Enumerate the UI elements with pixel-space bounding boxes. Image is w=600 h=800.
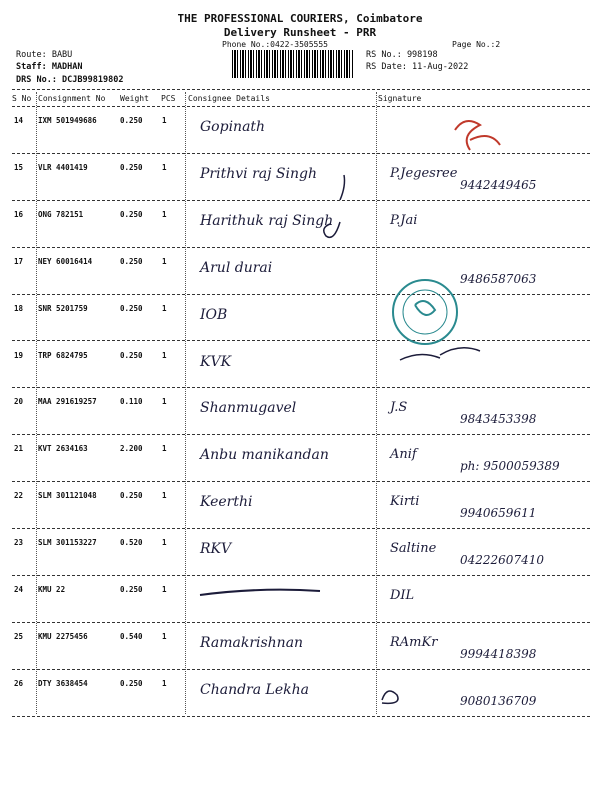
col-pcs: PCS bbox=[161, 94, 176, 103]
row-phone-note: 9080136709 bbox=[460, 693, 537, 708]
row-pcs: 1 bbox=[162, 397, 167, 407]
row-phone-note: ph: 9500059389 bbox=[460, 459, 560, 474]
row-consignment: NEY 60016414 bbox=[38, 256, 93, 266]
row-pcs: 1 bbox=[162, 585, 167, 594]
row-weight: 0.110 bbox=[120, 397, 143, 407]
rs-number: RS No.: 998198 bbox=[366, 50, 438, 60]
row-sno: 14 bbox=[14, 116, 24, 125]
row-pcs: 1 bbox=[162, 491, 167, 501]
table-row bbox=[0, 248, 600, 295]
row-pcs: 1 bbox=[162, 162, 167, 172]
row-pcs: 1 bbox=[162, 350, 167, 360]
row-weight: 0.250 bbox=[120, 491, 143, 501]
row-phone-note: 9994418398 bbox=[460, 646, 537, 661]
row-weight: 0.540 bbox=[120, 631, 143, 641]
row-signature: P.Jegesree bbox=[390, 165, 458, 181]
row-signature: Anif bbox=[390, 447, 417, 463]
row-consignee-handwritten: Keerthi bbox=[200, 494, 253, 511]
row-consignee-handwritten: Prithvi raj Singh bbox=[200, 165, 317, 182]
row-consignee-handwritten: RKV bbox=[200, 541, 232, 558]
row-consignee-handwritten: Arul durai bbox=[200, 259, 273, 276]
table-row bbox=[0, 201, 600, 248]
company-name: THE PROFESSIONAL COURIERS, Coimbatore bbox=[177, 12, 423, 25]
row-consignee-handwritten: Gopinath bbox=[200, 119, 266, 135]
row-consignment: SNR 5201759 bbox=[38, 303, 88, 313]
row-weight: 2.200 bbox=[120, 444, 143, 454]
table-row bbox=[0, 342, 600, 389]
row-weight: 0.250 bbox=[120, 116, 143, 125]
row-sno: 16 bbox=[14, 209, 24, 219]
rs-date: RS Date: 11-Aug-2022 bbox=[366, 62, 469, 72]
row-consignment: SLM 301121048 bbox=[38, 491, 97, 501]
row-consignment: IXM 501949686 bbox=[38, 116, 97, 125]
row-pcs: 1 bbox=[162, 303, 167, 313]
row-consignee-handwritten: Harithuk raj Singh bbox=[200, 212, 334, 229]
row-pcs: 1 bbox=[162, 209, 167, 219]
row-consignee-handwritten: KVK bbox=[200, 353, 232, 370]
route-label: Route: BABU bbox=[16, 50, 73, 60]
document-title: Delivery Runsheet - PRR bbox=[223, 26, 377, 39]
row-consignment: ONG 782151 bbox=[38, 209, 84, 219]
row-signature: P.Jai bbox=[390, 212, 418, 228]
row-consignment: TRP 6824795 bbox=[38, 350, 88, 360]
row-signature: Kirti bbox=[390, 494, 420, 510]
row-phone-note: 9486587063 bbox=[460, 271, 537, 286]
row-consignee-handwritten: Anbu manikandan bbox=[200, 447, 329, 464]
row-signature: RAmKr bbox=[390, 634, 438, 650]
col-weight: Weight bbox=[120, 94, 149, 103]
row-signature: Saltine bbox=[390, 541, 437, 557]
row-consignment: DTY 3638454 bbox=[38, 678, 88, 688]
row-sno: 18 bbox=[14, 303, 24, 313]
row-sno: 24 bbox=[14, 585, 24, 594]
table-row bbox=[0, 295, 600, 342]
row-weight: 0.250 bbox=[120, 209, 143, 219]
phone-number: Phone No.:0422-3505555 bbox=[222, 40, 328, 49]
row-sno: 20 bbox=[14, 397, 24, 407]
row-sno: 15 bbox=[14, 162, 24, 172]
row-sno: 25 bbox=[14, 631, 24, 641]
table-row bbox=[0, 670, 600, 717]
table-row bbox=[0, 623, 600, 670]
row-sno: 23 bbox=[14, 538, 24, 548]
table-row bbox=[0, 154, 600, 201]
row-consignee-handwritten: Chandra Lekha bbox=[200, 681, 309, 698]
row-weight: 0.250 bbox=[120, 585, 143, 594]
row-consignment: KVT 2634163 bbox=[38, 444, 88, 454]
row-signature: DIL bbox=[390, 588, 415, 603]
row-pcs: 1 bbox=[162, 116, 167, 125]
page-number: Page No.:2 bbox=[452, 40, 501, 49]
row-pcs: 1 bbox=[162, 538, 167, 548]
row-sno: 21 bbox=[14, 444, 24, 454]
col-signature: Signature bbox=[378, 94, 422, 103]
header-top-rule bbox=[12, 89, 590, 90]
drs-number: DRS No.: DCJB99819802 bbox=[16, 75, 124, 85]
row-weight: 0.250 bbox=[120, 303, 143, 313]
col-consignee: Consignee Details bbox=[188, 94, 270, 103]
row-weight: 0.250 bbox=[120, 350, 143, 360]
row-sno: 22 bbox=[14, 491, 24, 501]
row-weight: 0.520 bbox=[120, 538, 143, 548]
row-phone-note: 04222607410 bbox=[460, 553, 544, 568]
row-weight: 0.250 bbox=[120, 162, 143, 172]
row-consignee-handwritten: Shanmugavel bbox=[200, 400, 297, 417]
row-weight: 0.250 bbox=[120, 678, 143, 688]
table-row bbox=[0, 107, 600, 154]
row-sno: 19 bbox=[14, 350, 24, 360]
row-consignee-handwritten: IOB bbox=[200, 306, 228, 323]
row-sno: 17 bbox=[14, 256, 24, 266]
staff-label: Staff: MADHAN bbox=[16, 62, 83, 72]
table-row bbox=[0, 388, 600, 435]
row-phone-note: 9843453398 bbox=[460, 412, 537, 427]
row-phone-note: 9442449465 bbox=[460, 177, 537, 192]
table-row bbox=[0, 529, 600, 576]
row-consignment: KMU 22 bbox=[38, 585, 66, 594]
row-signature: J.S bbox=[390, 400, 408, 416]
row-consignee-handwritten: Ramakrishnan bbox=[200, 634, 304, 651]
table-row bbox=[0, 482, 600, 529]
barcode bbox=[232, 50, 354, 78]
row-weight: 0.250 bbox=[120, 256, 143, 266]
row-pcs: 1 bbox=[162, 444, 167, 454]
col-sno: S No bbox=[12, 94, 32, 103]
row-pcs: 1 bbox=[162, 256, 167, 266]
row-pcs: 1 bbox=[162, 631, 167, 641]
row-consignment: VLR 4401419 bbox=[38, 162, 88, 172]
row-phone-note: 9940659611 bbox=[460, 506, 537, 521]
table-row bbox=[0, 435, 600, 482]
row-consignment: KMU 2275456 bbox=[38, 631, 88, 641]
row-divider bbox=[12, 716, 590, 717]
table-row bbox=[0, 576, 600, 623]
col-consignment: Consignment No bbox=[38, 94, 106, 103]
row-consignment: MAA 291619257 bbox=[38, 397, 97, 407]
row-consignment: SLM 301153227 bbox=[38, 538, 97, 548]
row-pcs: 1 bbox=[162, 678, 167, 688]
row-sno: 26 bbox=[14, 678, 24, 688]
